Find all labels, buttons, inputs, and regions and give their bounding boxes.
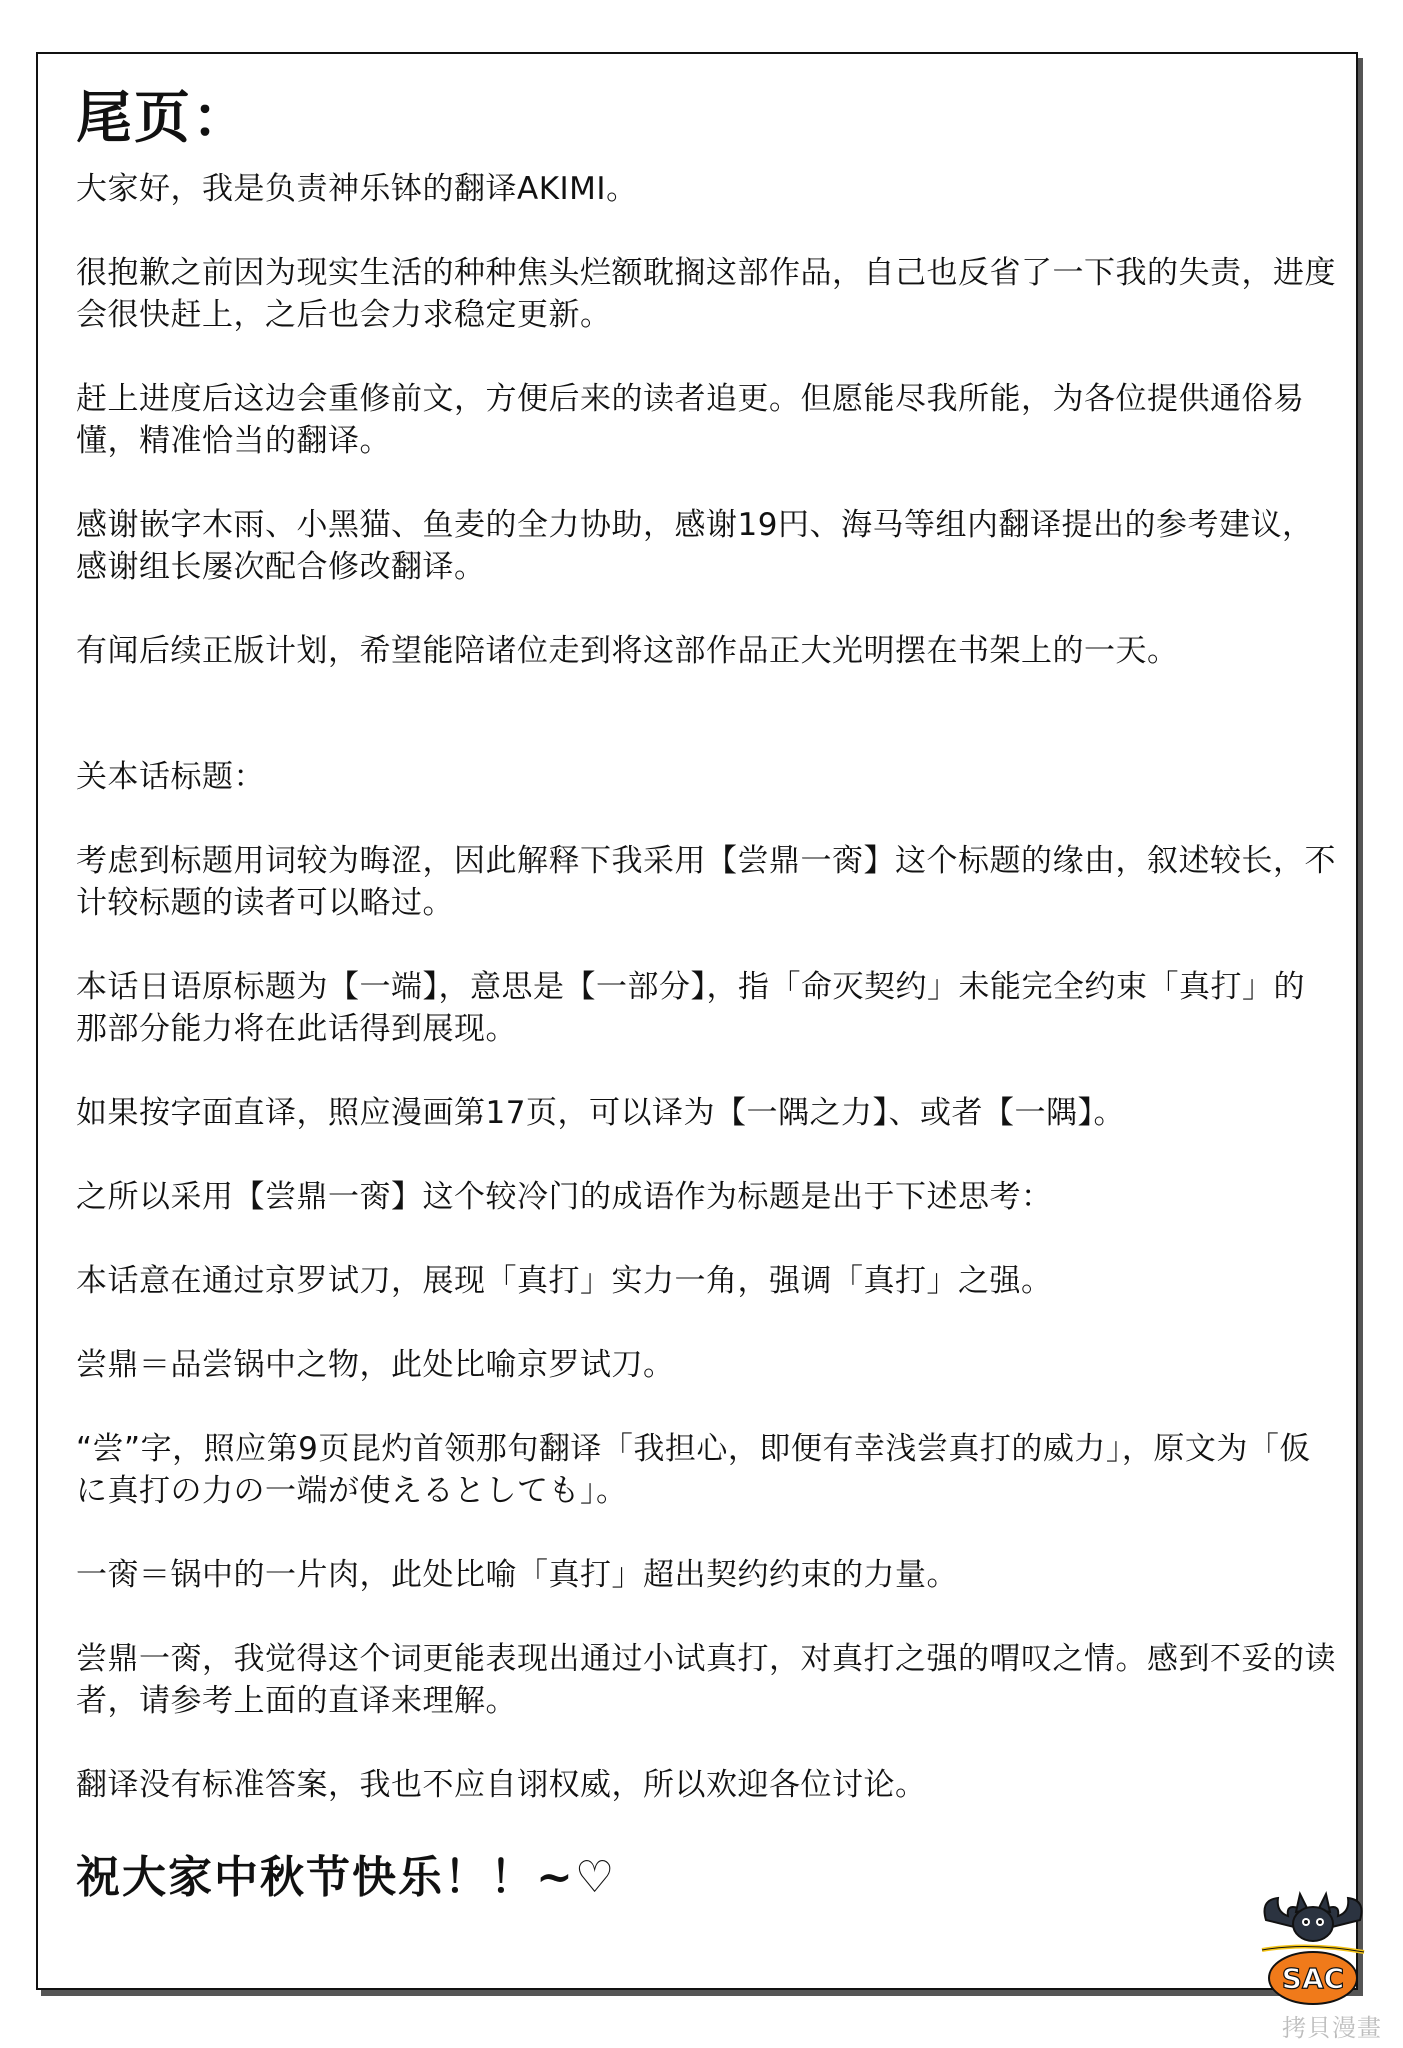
watermark: 拷貝漫畫 [1282,2014,1382,2042]
paragraph-revision: 赶上进度后这边会重修前文，方便后来的读者追更。但愿能尽我所能，为各位提供通俗易懂，精准恰当的翻译。 [76,381,1305,459]
section-heading-title-notes: 关本话标题： [76,759,265,795]
logo-letters: SAC [1281,1962,1345,1995]
paragraph-greeting: 大家好，我是负责神乐钵的翻译AKIMI。 [76,171,638,207]
paragraph-idiom-feeling: 尝鼎一脔，我觉得这个词更能表现出通过小试真打，对真打之强的喟叹之情。感到不妥的读者，请参考上面的直译来理解。 [76,1641,1336,1719]
paragraph-idiom-choice: 之所以采用【尝鼎一脔】这个较冷门的成语作为标题是出于下述思考： [76,1179,1053,1215]
paragraph-apology: 很抱歉之前因为现实生活的种种焦头烂额耽搁这部作品，自己也反省了一下我的失责，进度会很快赶上，之后也会力求稳定更新。 [76,255,1336,333]
spacer [76,714,1336,756]
page-content [76,82,1336,1908]
paragraph-chang-character: “尝”字，照应第9页昆灼首领那句翻译「我担心，即便有幸浅尝真打的威力」，原文为「仮に真打の力の一端が使えるとしても」。 [76,1431,1311,1509]
paragraph-chapter-intent: 本话意在通过京罗试刀，展现「真打」实力一角，强调「真打」之强。 [76,1263,1053,1299]
paragraph-changding: 尝鼎＝品尝锅中之物，此处比喻京罗试刀。 [76,1347,675,1383]
paragraph-yiluan: 一脔＝锅中的一片肉，此处比喻「真打」超出契约约束的力量。 [76,1557,958,1593]
closing-greeting: 祝大家中秋节快乐！！~♡ [76,1852,617,1903]
bat-mascot-icon [1258,1890,1368,2008]
page-title: 尾页： [76,85,250,151]
paragraph-original-title: 本话日语原标题为【一端】，意思是【一部分】，指「命灭契约」未能完全约束「真打」的那部分能力将在此话得到展现。 [76,969,1305,1047]
paragraph-literal-translation: 如果按字面直译，照应漫画第17页，可以译为【一隅之力】、或者【一隅】。 [76,1095,1125,1131]
paragraph-discussion: 翻译没有标准答案，我也不应自诩权威，所以欢迎各位讨论。 [76,1767,927,1803]
paragraph-thanks: 感谢嵌字木雨、小黑猫、鱼麦的全力协助，感谢19円、海马等组内翻译提出的参考建议，感谢组长屡次配合修改翻译。 [76,507,1314,585]
paragraph-official-release: 有闻后续正版计划，希望能陪诸位走到将这部作品正大光明摆在书架上的一天。 [76,633,1179,669]
paragraph-title-reason: 考虑到标题用词较为晦涩，因此解释下我采用【尝鼎一脔】这个标题的缘由，叙述较长，不计较标题的读者可以略过。 [76,843,1336,921]
